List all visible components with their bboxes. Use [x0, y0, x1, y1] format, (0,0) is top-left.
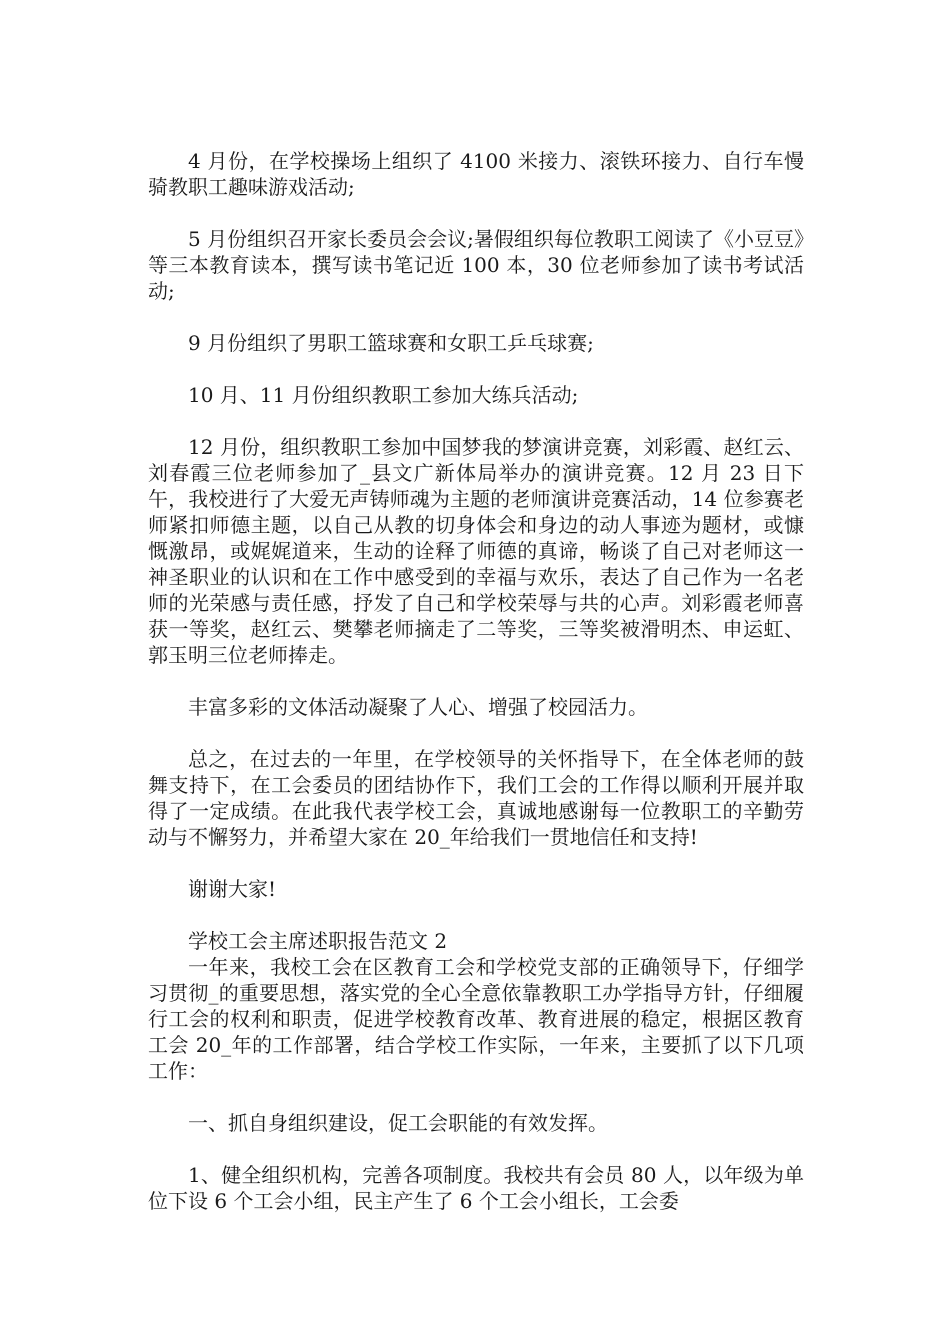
paragraph-section-one-heading: 一、抓自身组织建设，促工会职能的有效发挥。	[188, 1111, 608, 1135]
paragraph-organization-structure: 1、健全组织机构，完善各项制度。我校共有会员 80 人，以年级为单位下设 6 个工会小组，民主产生了 6 个工会小组长，工会委	[148, 1163, 804, 1213]
paragraph-report-2-intro: 一年来，我校工会在区教育工会和学校党支部的正确领导下，仔细学习贯彻_的重要思想，落实党的全心全意依靠教职工办学指导方针，仔细履行工会的权利和职责，促进学校教育改革、教育进展的稳定，根据区教育工会 20_年的工作部署，结合学校工作实际，一年来，主要抓了以下几项工作：	[148, 955, 804, 1083]
document-body	[148, 148, 804, 1240]
paragraph-december-activities: 12 月份，组织教职工参加中国梦我的梦演讲竞赛，刘彩霞、赵红云、刘春霞三位老师参加了_县文广新体局举办的演讲竞赛。12 月 23 日下午，我校进行了大爱无声铸师魂为主题的老师演讲竞赛活动，14 位参赛老师紧扣师德主题，以自己从教的切身体会和身边的动人事迹为题材，或慷慨激昂，或娓娓道来，生动的诠释了师德的真谛，畅谈了自己对老师这一神圣职业的认识和在工作中感受到的幸福与欢乐，表达了自己作为一名老师的光荣感与责任感，抒发了自己和学校荣辱与共的心声。刘彩霞老师喜获一等奖，赵红云、樊攀老师摘走了二等奖，三等奖被滑明杰、申运虹、郭玉明三位老师捧走。	[148, 435, 804, 667]
paragraph-thanks: 谢谢大家!	[188, 877, 277, 901]
paragraph-october-november-activities: 10 月、11 月份组织教职工参加大练兵活动;	[188, 383, 579, 407]
paragraph-may-activities: 5 月份组织召开家长委员会会议;暑假组织每位教职工阅读了《小豆豆》等三本教育读本，撰写读书笔记近 100 本，30 位老师参加了读书考试活动;	[148, 227, 804, 303]
section-heading-report-2: 学校工会主席述职报告范文 2	[188, 929, 448, 953]
paragraph-conclusion: 总之，在过去的一年里，在学校领导的关怀指导下，在全体老师的鼓舞支持下，在工会委员的团结协作下，我们工会的工作得以顺利开展并取得了一定成绩。在此我代表学校工会，真诚地感谢每一位教职工的辛勤劳动与不懈努力，并希望大家在 20_年给我们一贯地信任和支持!	[148, 747, 804, 849]
paragraph-activities-summary: 丰富多彩的文体活动凝聚了人心、增强了校园活力。	[188, 695, 648, 719]
paragraph-april-activities: 4 月份，在学校操场上组织了 4100 米接力、滚铁环接力、自行车慢骑教职工趣味游戏活动;	[148, 149, 804, 199]
paragraph-september-activities: 9 月份组织了男职工篮球赛和女职工乒乓球赛;	[188, 331, 594, 355]
